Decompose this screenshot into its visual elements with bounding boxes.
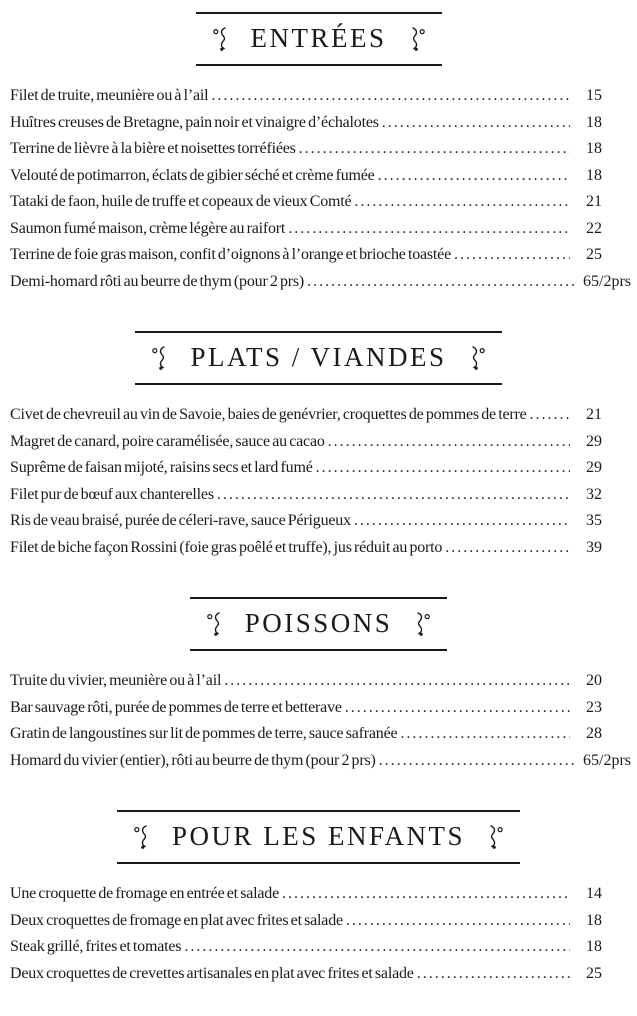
dish-name: Une croquette de fromage en entrée et salade — [10, 885, 279, 902]
menu-section — [10, 810, 627, 987]
fleuron-right-icon — [416, 612, 430, 636]
dish-price: 29 — [586, 432, 602, 450]
dish-price: 35 — [586, 512, 602, 529]
dish-price: 21 — [586, 406, 602, 423]
dish-price: 21 — [586, 193, 602, 210]
dot-leader — [328, 429, 570, 456]
fleuron-left-icon — [134, 825, 148, 849]
dot-leader — [299, 136, 570, 163]
fleuron-left-icon — [207, 612, 221, 636]
dot-leader — [378, 163, 570, 190]
item-list — [10, 402, 627, 561]
menu-item — [10, 881, 627, 908]
item-list — [10, 83, 631, 295]
menu-item — [10, 748, 631, 775]
dot-leader — [282, 881, 570, 908]
dish-name: Deux croquettes de crevettes artisanales en plat avec frites et salade — [10, 964, 414, 982]
menu-item — [10, 242, 627, 269]
dot-leader — [445, 535, 570, 562]
menu-section — [10, 597, 631, 774]
menu-item — [10, 721, 627, 748]
menu-item — [10, 402, 627, 429]
menu-item — [10, 429, 627, 456]
section-header — [190, 597, 448, 651]
section-header — [135, 331, 501, 385]
fleuron-right-icon — [471, 346, 485, 370]
dish-price: 65/2prs — [583, 272, 631, 290]
dish-price: 65/2prs — [583, 751, 631, 769]
menu-item — [10, 269, 631, 296]
dish-name: Civet de chevreuil au vin de Savoie, baies de genévrier, croquettes de pommes de terre — [10, 406, 527, 423]
dot-leader — [346, 908, 570, 935]
section-title: ENTRÉES — [250, 23, 387, 53]
fleuron-right-icon — [411, 27, 425, 51]
menu-item — [10, 455, 627, 482]
dot-leader — [354, 189, 570, 216]
dish-name: Suprême de faisan mijoté, raisins secs et lard fumé — [10, 459, 313, 476]
menu-item — [10, 482, 627, 509]
dot-leader — [316, 455, 570, 482]
menu-item — [10, 695, 627, 722]
dish-name: Filet de biche façon Rossini (foie gras poêlé et truffe), jus réduit au porto — [10, 538, 443, 556]
dish-price: 25 — [586, 964, 602, 982]
dot-leader — [400, 721, 570, 748]
dot-leader — [354, 508, 570, 535]
menu-item — [10, 908, 627, 935]
menu-section — [10, 331, 627, 561]
menu-item — [10, 934, 627, 961]
menu-item — [10, 83, 627, 110]
dot-leader — [224, 668, 570, 695]
dish-name: Deux croquettes de fromage en plat avec frites et salade — [10, 911, 343, 929]
dish-name: Saumon fumé maison, crème légère au raifort — [10, 219, 286, 237]
dot-leader — [379, 748, 577, 775]
dot-leader — [345, 695, 570, 722]
dish-price: 39 — [586, 538, 602, 556]
dot-leader — [382, 110, 570, 137]
dot-leader — [217, 482, 570, 509]
dish-name: Steak grillé, frites et tomates — [10, 938, 182, 955]
dish-price: 18 — [586, 938, 602, 955]
dish-name: Truite du vivier, meunière ou à l’ail — [10, 672, 222, 689]
section-title: PLATS / VIANDES — [190, 342, 447, 372]
dish-price: 18 — [586, 140, 602, 157]
dish-price: 28 — [586, 725, 602, 742]
dish-name: Huîtres creuses de Bretagne, pain noir et vinaigre d’échalotes — [10, 113, 379, 131]
dish-name: Tataki de faon, huile de truffe et copeaux de vieux Comté — [10, 193, 352, 210]
dish-price: 15 — [586, 87, 602, 104]
dish-name: Gratin de langoustines sur lit de pommes de terre, sauce safranée — [10, 725, 398, 742]
dot-leader — [417, 961, 570, 988]
dish-name: Ris de veau braisé, purée de céleri-rave, sauce Périgueux — [10, 512, 351, 529]
dish-name: Demi-homard rôti au beurre de thym (pour 2 prs) — [10, 272, 305, 290]
fleuron-left-icon — [152, 346, 166, 370]
dish-price: 20 — [586, 672, 602, 689]
dot-leader — [307, 269, 577, 296]
dish-price: 14 — [586, 885, 602, 902]
dish-name: Filet de truite, meunière ou à l’ail — [10, 87, 209, 104]
section-title: POISSONS — [244, 608, 393, 638]
item-list — [10, 668, 631, 774]
dish-price: 32 — [586, 485, 602, 503]
dish-price: 25 — [586, 246, 602, 263]
dish-price: 29 — [586, 459, 602, 476]
dish-name: Velouté de potimarron, éclats de gibier séché et crème fumée — [10, 166, 375, 184]
dot-leader — [211, 83, 570, 110]
dish-name: Terrine de lièvre à la bière et noisettes torréfiées — [10, 140, 296, 157]
dish-price: 18 — [586, 911, 602, 929]
section-header — [117, 810, 520, 864]
fleuron-left-icon — [213, 27, 227, 51]
dish-price: 18 — [586, 166, 602, 184]
item-list — [10, 881, 627, 987]
dish-price: 22 — [586, 219, 602, 237]
menu-item — [10, 216, 627, 243]
section-header — [196, 12, 442, 66]
dot-leader — [184, 934, 570, 961]
menu-item — [10, 163, 627, 190]
dot-leader — [288, 216, 570, 243]
menu-item — [10, 136, 627, 163]
menu-section — [10, 12, 631, 295]
dish-name: Homard du vivier (entier), rôti au beurre de thym (pour 2 prs) — [10, 751, 376, 769]
menu-item — [10, 535, 627, 562]
dish-name: Filet pur de bœuf aux chanterelles — [10, 485, 214, 503]
dot-leader — [454, 242, 570, 269]
dish-price: 18 — [586, 113, 602, 131]
dot-leader — [530, 402, 570, 429]
menu-item — [10, 189, 627, 216]
dish-name: Terrine de foie gras maison, confit d’oignons à l’orange et brioche toastée — [10, 246, 451, 263]
fleuron-right-icon — [489, 825, 503, 849]
dish-name: Bar sauvage rôti, purée de pommes de terre et betterave — [10, 698, 342, 716]
menu-item — [10, 668, 627, 695]
dish-name: Magret de canard, poire caramélisée, sauce au cacao — [10, 432, 325, 450]
section-title: POUR LES ENFANTS — [171, 821, 466, 851]
menu-item — [10, 508, 627, 535]
menu-item — [10, 110, 627, 137]
menu-item — [10, 961, 627, 988]
dish-price: 23 — [586, 698, 602, 716]
